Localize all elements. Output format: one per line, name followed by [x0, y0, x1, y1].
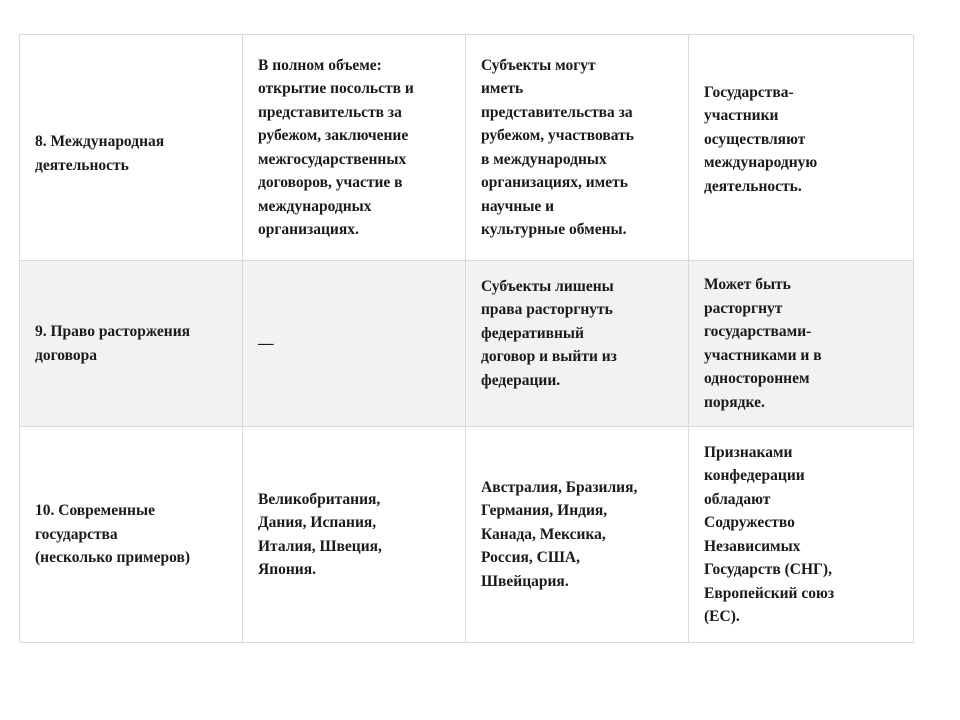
- table-cell-unitary: [243, 427, 466, 643]
- comparison-table: [19, 34, 913, 642]
- federation-text: Субъекты могут иметь представительства за рубежом, участвовать в международных организациях, иметь научные и культурные обмены.: [481, 56, 634, 238]
- criterion-text: 8. Международная деятельность: [35, 133, 165, 174]
- table-cell-confederation: [689, 261, 914, 427]
- table-cell-federation: [466, 35, 689, 261]
- table-cell-confederation: [689, 35, 914, 261]
- table-cell-confederation: [689, 427, 914, 643]
- table-cell-federation: [466, 261, 689, 427]
- table-cell-federation: [466, 427, 689, 643]
- table-cell-criterion: [20, 427, 243, 643]
- table-cell-criterion: [20, 261, 243, 427]
- confederation-text: Признаками конфедерации обладают Содружество Независимых Государств (СНГ), Европейский союз (ЕС).: [704, 443, 835, 625]
- table-cell-unitary: [243, 35, 466, 261]
- confederation-text: Может быть расторгнут государствами- участниками и в одностороннем порядке.: [704, 276, 822, 411]
- unitary-text: В полном объеме: открытие посольств и представительств за рубежом, заключение межгосударственных договоров, участие в международных организациях.: [258, 56, 414, 238]
- federation-text: Австралия, Бразилия, Германия, Индия, Канада, Мексика, Россия, США, Швейцария.: [481, 478, 638, 590]
- table-cell-criterion: [20, 35, 243, 261]
- table-cell-unitary: [243, 261, 466, 427]
- criterion-text: 10. Современные государства (несколько примеров): [35, 502, 190, 567]
- confederation-text: Государства- участники осуществляют международную деятельность.: [704, 83, 818, 195]
- unitary-text: —: [258, 334, 274, 352]
- criterion-text: 9. Право расторжения договора: [35, 323, 191, 364]
- unitary-text: Великобритания, Дания, Испания, Италия, Швеция, Япония.: [258, 490, 382, 578]
- federation-text: Субъекты лишены права расторгнуть федеративный договор и выйти из федерации.: [481, 277, 617, 389]
